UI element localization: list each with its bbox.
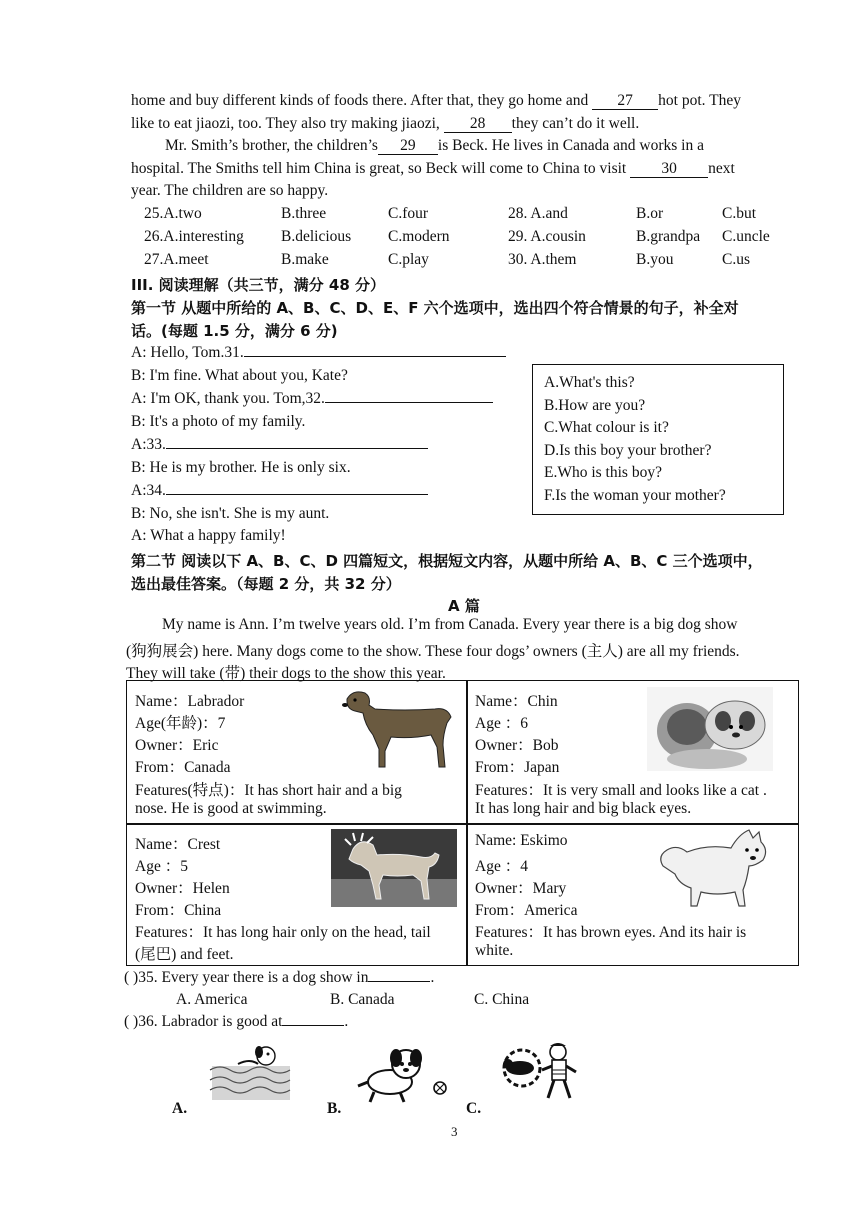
answer-blank-34[interactable] — [166, 494, 428, 495]
cloze-text: next — [708, 160, 735, 177]
blank-28: 28 — [444, 116, 512, 133]
part1-instructions-1: 第一节 从题中所给的 A、B、C、D、E、F 六个选项中，选出四个符合情景的句子，补全对 — [131, 299, 739, 317]
dog-features: nose. He is good at swimming. — [135, 800, 327, 817]
q35-option-b[interactable]: B. Canada — [330, 991, 395, 1008]
answer-blank-33[interactable] — [166, 448, 428, 449]
dialogue-line: B: It's a photo of my family. — [131, 413, 306, 430]
answer-blank-36[interactable] — [282, 1025, 344, 1026]
dog-features: Features：It has brown eyes. And its hair is — [475, 924, 747, 941]
q35-option-c[interactable]: C. China — [474, 991, 530, 1008]
question-text: ( )35. Every year there is a dog show in — [124, 969, 369, 986]
dog-features: white. — [475, 942, 514, 959]
dialogue-line-31: A: Hello, Tom.31. — [131, 344, 506, 362]
dog-info-table — [126, 680, 799, 966]
choice-d: D.Is this boy your brother? — [544, 442, 712, 459]
cloze-text: is Beck. He lives in Canada and works in a — [437, 137, 704, 154]
labrador-picture — [333, 685, 457, 771]
question-36 — [124, 1013, 348, 1031]
q36-option-a[interactable]: A. — [172, 1100, 188, 1117]
cloze-line-5: year. The children are so happy. — [131, 182, 329, 199]
page-number: 3 — [451, 1124, 458, 1139]
cloze-option[interactable]: C.uncle — [722, 228, 770, 245]
passage-title: A 篇 — [448, 597, 480, 615]
dog-age: Age ：4 — [475, 858, 528, 875]
chin-picture — [647, 687, 773, 771]
dialogue-line: B: I'm fine. What about you, Kate? — [131, 367, 348, 384]
cloze-text: hospital. The Smiths tell him China is great, so Beck will come to China to visit — [131, 160, 631, 177]
dog-name: Name：Crest — [135, 836, 221, 853]
cloze-option[interactable]: 25.A.two — [144, 205, 202, 222]
section-heading: III. 阅读理解（共三节，满分 48 分） — [131, 276, 385, 294]
cloze-text: Mr. Smith’s brother, the children’s — [165, 137, 378, 154]
cloze-option[interactable]: B.grandpa — [636, 228, 701, 245]
dialogue-line-32: A: I'm OK, thank you. Tom,32. — [131, 390, 493, 408]
dog-age: Age ：6 — [475, 715, 528, 732]
dog-from: From：China — [135, 902, 222, 919]
cloze-option[interactable]: C.play — [388, 251, 429, 268]
cloze-option[interactable]: C.modern — [388, 228, 450, 245]
ball-playing-dog-picture — [356, 1048, 452, 1104]
question-35 — [124, 969, 434, 987]
cloze-option[interactable]: B.or — [636, 205, 664, 222]
answer-blank-32[interactable] — [325, 402, 493, 403]
blank-27: 27 — [592, 93, 658, 110]
dog-card-chin — [467, 681, 798, 823]
choice-a: A.What's this? — [544, 374, 635, 391]
swimming-dog-picture — [208, 1040, 292, 1104]
cloze-option[interactable]: B.make — [281, 251, 329, 268]
dog-features: Features(特点)：It has short hair and a big — [135, 782, 402, 799]
cloze-line-4 — [131, 160, 735, 178]
punctuation: . — [344, 1013, 349, 1030]
dog-card-labrador — [127, 681, 466, 823]
cloze-text: they can’t do it well. — [511, 115, 640, 132]
cloze-line-3 — [165, 137, 704, 155]
dog-name: Name：Chin — [475, 693, 558, 710]
dog-age: Age ：5 — [135, 858, 188, 875]
cloze-option[interactable]: B.delicious — [281, 228, 352, 245]
blank-30: 30 — [630, 161, 708, 178]
dog-owner: Owner：Eric — [135, 737, 219, 754]
dog-from: From：America — [475, 902, 578, 919]
passage-line-2: (狗狗展会) here. Many dogs come to the show. These four dogs’ owners (主人) are all my friends. — [126, 643, 740, 660]
dog-owner: Owner：Bob — [475, 737, 559, 754]
dialogue-line-33: A:33. — [131, 436, 428, 454]
passage-line-1: My name is Ann. I’m twelve years old. I’m from Canada. Every year there is a big dog show — [162, 616, 738, 633]
answer-blank-35[interactable] — [368, 981, 430, 982]
dialogue-line: B: He is my brother. He is only six. — [131, 459, 351, 476]
cloze-text: home and buy different kinds of foods there. After that, they go home and — [131, 92, 593, 109]
eskimo-picture — [653, 826, 773, 912]
blank-29: 29 — [378, 138, 438, 155]
dog-features: Features：It is very small and looks like a cat . — [475, 782, 767, 799]
dog-name: Name: Eskimo — [475, 832, 568, 849]
dog-card-crest — [127, 824, 466, 965]
cloze-line-2 — [131, 115, 639, 133]
q35-option-a[interactable]: A. America — [176, 991, 248, 1008]
dog-card-eskimo — [467, 824, 798, 965]
cloze-option[interactable]: C.us — [722, 251, 750, 268]
passage-line-3: They will take (带) their dogs to the show this year. — [126, 665, 446, 682]
choices-box — [532, 364, 784, 515]
cloze-text: hot pot. They — [658, 92, 741, 109]
dialogue-line: B: No, she isn't. She is my aunt. — [131, 505, 330, 522]
dog-age: Age(年龄)：7 — [135, 715, 226, 732]
q36-option-c[interactable]: C. — [466, 1100, 482, 1117]
q36-option-b[interactable]: B. — [327, 1100, 342, 1117]
dog-owner: Owner：Mary — [475, 880, 567, 897]
dog-features: It has long hair and big black eyes. — [475, 800, 692, 817]
dog-owner: Owner：Helen — [135, 880, 230, 897]
dog-name: Name：Labrador — [135, 693, 245, 710]
cloze-option[interactable]: 30. A.them — [508, 251, 577, 268]
dog-from: From：Japan — [475, 759, 560, 776]
choice-e: E.Who is this boy? — [544, 464, 662, 481]
dog-from: From：Canada — [135, 759, 231, 776]
cloze-option[interactable]: B.you — [636, 251, 674, 268]
cloze-option[interactable]: C.but — [722, 205, 757, 222]
part2-instructions-2: 选出最佳答案。（每题 2 分，共 32 分） — [131, 575, 401, 593]
part1-instructions-2: 话。(每题 1.5 分，满分 6 分) — [131, 322, 338, 340]
dialogue-line: A: What a happy family! — [131, 527, 286, 544]
cloze-option[interactable]: C.four — [388, 205, 429, 222]
answer-blank-31[interactable] — [244, 356, 506, 357]
punctuation: . — [430, 969, 435, 986]
crest-picture — [331, 829, 457, 907]
choice-b: B.How are you? — [544, 397, 646, 414]
dialogue-line-34: A:34. — [131, 482, 428, 500]
dog-features: (尾巴) and feet. — [135, 946, 234, 963]
hoop-jumping-dog-picture — [492, 1040, 588, 1108]
cloze-option[interactable]: B.three — [281, 205, 327, 222]
question-text: ( )36. Labrador is good at — [124, 1013, 283, 1030]
choice-f: F.Is the woman your mother? — [544, 487, 726, 504]
cloze-option[interactable]: 26.A.interesting — [144, 228, 244, 245]
dog-features: Features：It has long hair only on the head, tail — [135, 924, 431, 941]
cloze-option[interactable]: 29. A.cousin — [508, 228, 586, 245]
cloze-option[interactable]: 28. A.and — [508, 205, 568, 222]
part2-instructions-1: 第二节 阅读以下 A、B、C、D 四篇短文，根据短文内容，从题中所给 A、B、C 三个选项中， — [131, 552, 763, 570]
cloze-option[interactable]: 27.A.meet — [144, 251, 209, 268]
cloze-line-1 — [131, 92, 741, 110]
cloze-text: like to eat jiaozi, too. They also try making jiaozi, — [131, 115, 444, 132]
choice-c: C.What colour is it? — [544, 419, 669, 436]
